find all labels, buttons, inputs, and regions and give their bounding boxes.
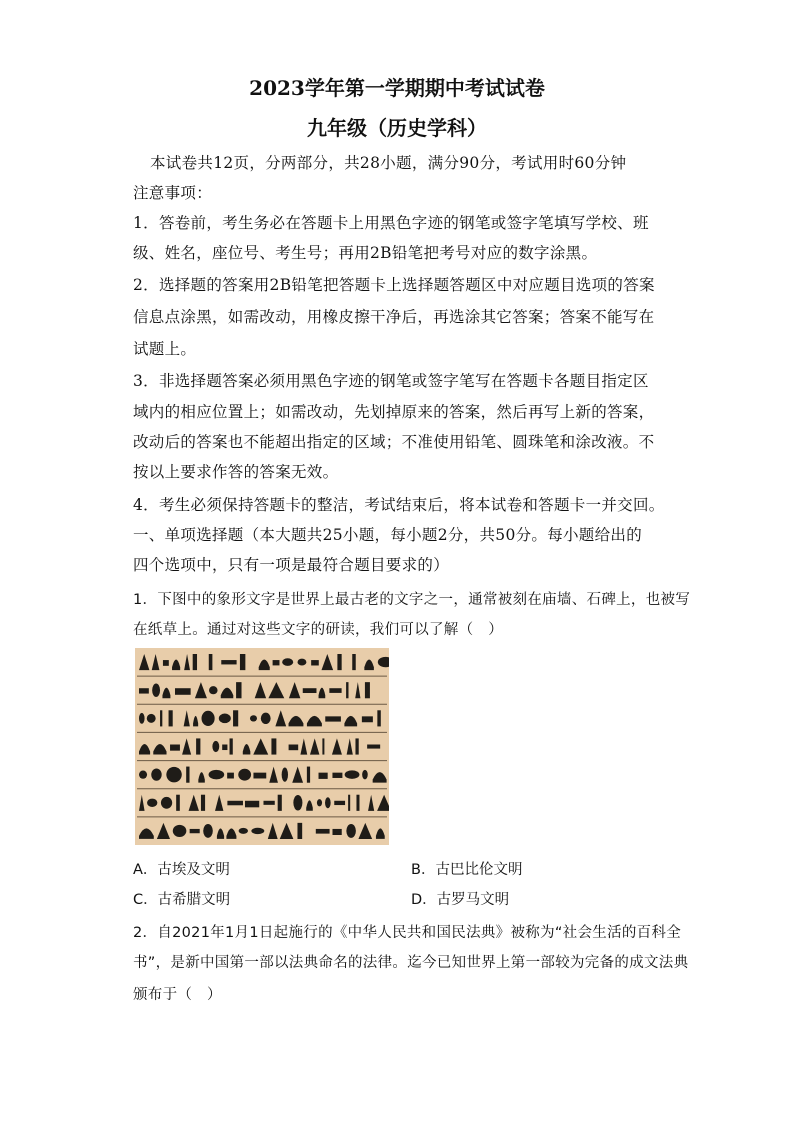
glyph-mark [176,795,180,811]
glyph-mark [217,828,224,839]
glyph-mark [352,654,355,670]
glyph-mark [365,682,370,698]
note-line: 按以上要求作答的答案无效。 [133,463,339,481]
glyph-mark [344,716,357,727]
glyph-mark [139,828,154,839]
glyph-mark [271,738,276,754]
glyph-mark [367,745,380,749]
glyph-mark [226,828,236,839]
glyph-mark [219,714,231,724]
glyph-mark [268,823,278,839]
glyph-mark [172,660,180,671]
glyph-mark [240,654,245,670]
exam-title: 2023学年第一学期期中考试试卷 [249,76,545,100]
glyph-mark [307,716,322,727]
glyph-mark [173,825,187,837]
glyph-mark [345,770,360,778]
glyph-mark [169,710,173,726]
glyph-mark [230,738,233,754]
exam-subtitle: 九年级（历史学科） [307,116,487,140]
glyph-mark [368,795,374,811]
notes-heading: 注意事项： [133,184,213,202]
glyph-mark [303,688,317,693]
glyph-mark [332,773,342,778]
glyph-mark [243,744,251,755]
glyph-mark [139,654,149,670]
glyph-mark [245,801,259,808]
glyph-mark [362,716,373,722]
glyph-mark [261,713,271,724]
glyph-mark [196,738,200,754]
glyph-mark [321,654,333,670]
glyph-mark [273,660,280,665]
glyph-mark [227,801,243,806]
glyph-mark [292,767,303,783]
glyph-mark [282,658,293,666]
note-line: 域内的相应位置上；如需改动，先划掉原来的答案，然后再写上新的答案， [133,403,655,421]
option-c: C．古希腊文明 [133,892,231,908]
glyph-mark [166,767,181,782]
option-b: B．古巴比伦文明 [411,862,523,878]
glyph-mark [259,660,270,671]
glyph-mark [311,660,319,665]
glyph-mark [215,795,223,811]
glyph-mark [289,745,299,751]
glyph-mark [170,745,180,751]
glyph-mark [186,767,189,783]
glyph-mark [334,801,345,805]
glyph-mark [322,738,324,754]
glyph-mark [268,682,284,698]
glyph-mark [227,773,234,779]
glyph-mark [355,738,358,754]
glyph-mark [175,688,191,695]
glyph-mark [182,738,191,754]
glyph-mark [373,772,387,783]
note-line: 1．答卷前，考生务必在答题卡上用黑色字迹的钢笔或签字笔填写学校、班 [133,214,649,232]
glyph-mark [356,795,359,811]
glyph-mark [190,829,200,833]
glyph-mark [337,654,341,670]
note-line: 4．考生必须保持答题卡的整洁，考试结束后，将本试卷和答题卡一并交回。 [133,496,665,514]
question-1-text: 1．下图中的象形文字是世界上最古老的文字之一，通常被刻在庙墙、石碑上，也被写 [133,592,691,608]
glyph-mark [297,823,302,839]
glyph-mark [310,738,319,754]
glyph-mark [364,660,374,671]
glyph-mark [233,710,238,726]
glyph-mark [376,828,385,839]
glyph-mark [332,829,341,835]
exam-intro: 本试卷共12页，分两部分，共28小题，满分90分，考试用时60分钟 [150,154,627,172]
glyph-mark [289,716,304,727]
glyph-mark [202,711,215,726]
glyph-mark [293,795,302,810]
glyph-mark [307,767,310,783]
glyph-mark [201,795,205,811]
glyph-mark [377,710,380,726]
glyph-mark [300,738,307,754]
glyph-mark [316,829,330,834]
hieroglyph-picture [135,648,389,845]
glyph-mark [139,688,149,693]
note-line: 3．非选择题答案必须用黑色字迹的钢笔或签字笔写在答题卡各题目指定区 [133,372,649,390]
glyph-mark [151,769,161,781]
glyph-mark [239,828,248,834]
glyph-mark [347,738,353,754]
note-line: 信息点涂黑，如需改动，用橡皮擦干净后，再选涂其它答案；答案不能写在 [133,308,655,326]
glyph-mark [139,770,147,778]
glyph-mark [278,795,282,811]
glyph-mark [162,688,170,699]
glyph-mark [195,682,207,698]
glyph-mark [358,823,372,839]
glyph-mark [362,770,368,779]
glyph-mark [317,799,322,806]
glyph-mark [203,824,213,838]
glyph-mark [193,654,197,670]
glyph-mark [289,682,300,698]
glyph-mark [160,710,162,726]
glyph-mark [209,770,225,780]
glyph-mark [184,710,190,726]
glyph-mark [184,654,190,670]
glyph-mark [280,823,294,839]
glyph-mark [355,682,360,698]
glyph-mark [193,716,198,727]
glyph-mark [222,745,227,751]
glyph-mark [319,773,328,779]
glyph-mark [212,741,219,752]
glyph-mark [263,801,274,805]
question-1-text: 在纸草上。通过对这些文字的研读，我们可以了解（ ） [133,622,503,638]
glyph-mark [275,710,286,726]
glyph-mark [251,828,264,834]
note-line: 改动后的答案也不能超出指定的区域；不准使用铅笔、圆珠笔和涂改液。不 [133,433,655,451]
glyph-mark [332,738,342,754]
glyph-mark [377,795,389,811]
glyph-mark [163,660,169,666]
glyph-mark [221,660,236,664]
note-line: 试题上。 [133,340,197,358]
glyph-mark [253,773,266,779]
glyph-mark [236,682,241,698]
glyph-mark [221,688,234,699]
glyph-mark [282,768,288,782]
glyph-mark [346,682,348,698]
hieroglyph-image [135,648,389,845]
glyph-mark [348,795,350,811]
glyph-mark [147,799,157,807]
option-a: A．古埃及文明 [133,862,230,878]
glyph-mark [346,824,356,838]
glyph-mark [250,715,257,721]
glyph-mark [161,797,172,809]
glyph-mark [298,659,307,666]
glyph-mark [255,682,266,698]
glyph-mark [238,769,251,781]
glyph-mark [198,772,204,783]
glyph-mark [152,654,160,670]
glyph-mark [152,683,160,696]
glyph-mark [319,688,326,699]
glyph-mark [253,738,268,754]
glyph-mark [269,767,278,783]
glyph-mark [139,744,150,755]
section-heading: 一、单项选择题（本大题共25小题，每小题2分，共50分。每小题给出的 [133,526,643,544]
glyph-mark [325,797,331,808]
glyph-mark [209,654,213,670]
glyph-mark [157,823,170,839]
question-2-text: 书”，是新中国第一部以法典命名的法律。迄今已知世界上第一部较为完备的成文法典 [133,955,689,971]
question-2-text: 颁布于（ ） [133,987,222,1003]
note-line: 级、姓名，座位号、考生号；再用2B铅笔把考号对应的数字涂黑。 [133,244,598,262]
glyph-mark [153,744,166,755]
glyph-mark [306,800,313,811]
glyph-mark [189,795,199,811]
glyph-mark [209,686,218,694]
glyph-mark [147,714,156,723]
glyph-mark [325,716,341,721]
question-2-text: 2．自2021年1月1日起施行的《中华人民共和国民法典》被称为“社会生活的百科全 [133,925,682,941]
option-d: D．古罗马文明 [411,892,510,908]
glyph-mark [329,688,341,693]
glyph-mark [139,795,145,811]
glyph-mark [378,657,389,667]
glyph-mark [139,713,145,724]
note-line: 2．选择题的答案用2B铅笔把答题卡上选择题答题区中对应题目选项的答案 [133,276,655,294]
section-heading: 四个选项中，只有一项是最符合题目要求的） [133,556,450,574]
